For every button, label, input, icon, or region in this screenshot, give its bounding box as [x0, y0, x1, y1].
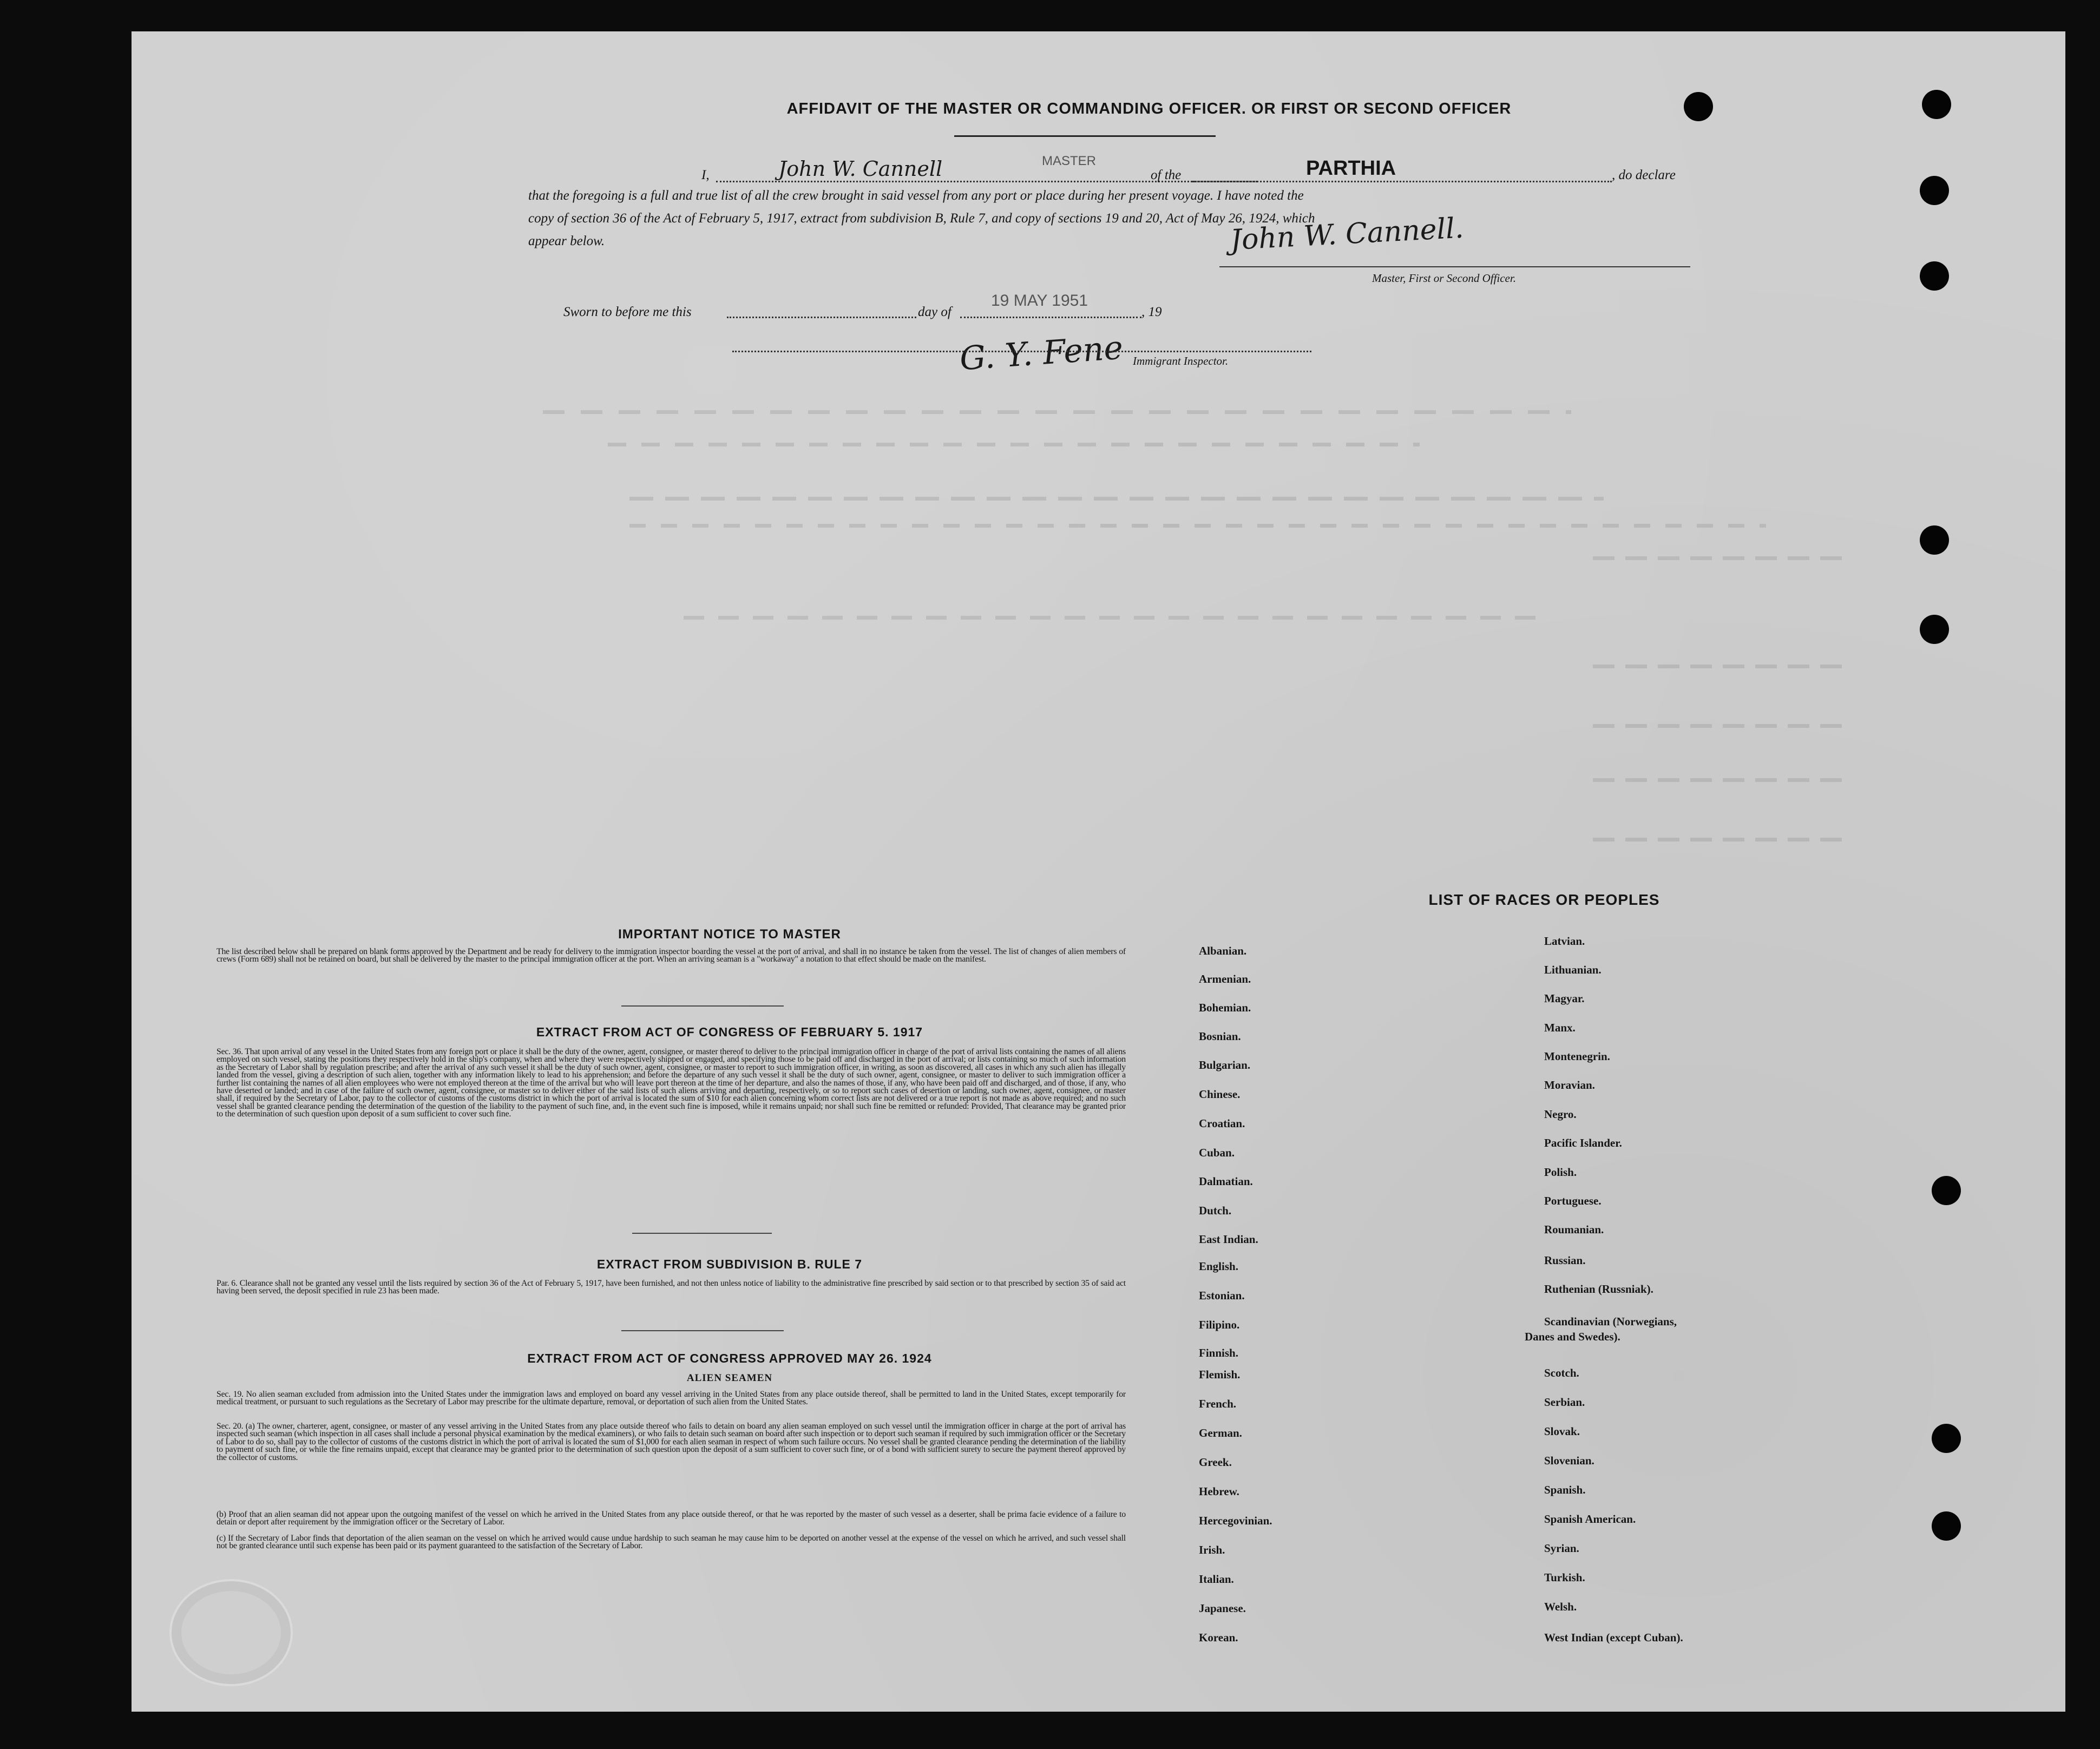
race-item: Polish.	[1544, 1166, 1577, 1179]
sworn-label: Sworn to before me this	[563, 305, 692, 319]
race-item: Korean.	[1199, 1631, 1238, 1644]
race-item: Bulgarian.	[1199, 1058, 1251, 1071]
do-declare-label: , do declare	[1612, 168, 1676, 182]
race-item: Scotch.	[1544, 1366, 1579, 1379]
race-item: Finnish.	[1199, 1346, 1238, 1359]
race-item: Manx.	[1544, 1021, 1576, 1034]
race-item: Armenian.	[1199, 972, 1251, 985]
notice-body: The list described below shall be prepared on blank forms approved by the Department and be ready for delivery to the immigration inspector boarding the vessel at the port of arrival, and shall in no instance be taken from the vessel. The list of changes of alien members of crews (Form 689) shall not be retained on board, but shall be delivered by the master to the principal immigration officer at the port. When an arriving seaman is a "workaway" a notation to that effect should be made on the manifest.	[216, 947, 1126, 964]
race-item: Russian.	[1544, 1254, 1586, 1267]
master-caption: Master, First or Second Officer.	[1372, 272, 1516, 285]
paragraph-6-text: Par. 6. Clearance shall not be granted any vessel until the lists required by section 36 of the Act of February 5, 1917, have been furnished, and not then unless notice of liability to the administrative fine prescribed by said section or to that prescribed by section 35 of said act having been served, the deposit specified in rule 23 has been made.	[216, 1279, 1126, 1296]
race-item: Welsh.	[1544, 1600, 1577, 1613]
punch-hole	[1932, 1424, 1961, 1453]
race-item: Scandinavian (Norwegians,	[1544, 1315, 1677, 1328]
race-item: Irish.	[1199, 1543, 1225, 1556]
vessel-blank	[1192, 181, 1612, 182]
punch-hole	[1920, 525, 1949, 555]
day-of-label: day of	[918, 305, 951, 319]
race-item: Roumanian.	[1544, 1223, 1604, 1236]
race-item: German.	[1199, 1426, 1242, 1439]
race-item: Dutch.	[1199, 1204, 1232, 1217]
punch-hole	[1932, 1511, 1961, 1541]
sworn-day-blank	[727, 317, 916, 318]
year-label: , 19	[1141, 305, 1162, 319]
race-item: Flemish.	[1199, 1368, 1241, 1381]
sworn-line	[563, 292, 1375, 332]
race-item: East Indian.	[1199, 1233, 1258, 1246]
vessel-name: PARTHIA	[1306, 157, 1396, 180]
affidavit-line-4: appear below.	[528, 234, 605, 248]
race-item: West Indian (except Cuban).	[1544, 1631, 1683, 1644]
punch-hole	[1920, 615, 1949, 644]
document-page	[132, 31, 2065, 1712]
inspector-line	[732, 351, 1311, 352]
race-item: Hercegovinian.	[1199, 1514, 1272, 1527]
race-item: Croatian.	[1199, 1117, 1245, 1130]
race-item: Spanish American.	[1544, 1513, 1636, 1526]
notice-title: IMPORTANT NOTICE TO MASTER	[618, 927, 841, 942]
race-item: Turkish.	[1544, 1571, 1585, 1584]
date-stamp: 19 MAY 1951	[991, 292, 1088, 310]
punch-hole	[1932, 1176, 1961, 1205]
race-item: Cuban.	[1199, 1146, 1235, 1159]
master-signature: John W. Cannell.	[1229, 212, 1465, 257]
affidavit-line-2: that the foregoing is a full and true list of all the crew brought in said vessel from any port or place during her present voyage. I have noted the	[528, 188, 1304, 203]
race-item: Lithuanian.	[1544, 963, 1602, 976]
master-name-handwritten: John W. Cannell	[778, 157, 943, 181]
race-item: Slovenian.	[1544, 1454, 1594, 1467]
punch-hole	[1920, 261, 1949, 291]
section-19-text: Sec. 19. No alien seaman excluded from admission into the United States under the immigration laws and employed on board any vessel arriving in the United States from any place outside thereof, shall be permitted to land in the United States, except temporarily for medical treatment, or pursuant to such regulations as the Secretary of Labor may prescribe for the ultimate departure, removal, or deportation of such alien from the United States.	[216, 1390, 1126, 1407]
rank-stamp: MASTER	[1042, 154, 1097, 168]
section-20a-text: Sec. 20. (a) The owner, charterer, agent, consignee, or master of any vessel arriving in the United States from any place outside thereof who fails to detain on board any alien seaman employed on such vessel until the immigration officer in charge at the port of arrival has inspected such seaman (which inspection in all cases shall include a personal physical examination by the medical examiners), or who fails to detain such seaman on board after such inspection or to deport such seaman if required by such immigration officer or the Secretary of Labor to do so, shall pay to the collector of customs of the customs district in which the port of arrival is located the sum of $1,000 for each alien seaman in respect of whom such failure occurs. No vessel shall be granted clearance pending the determination of the liability to payment of such fine, or while the fine remains unpaid, except that clearance may be granted prior to the determination of such question upon the deposit of a sum sufficient to cover such fine, or of a bond with sufficient surety to secure the payment thereof approved by the collector of customs.	[216, 1422, 1126, 1462]
embossed-seal	[169, 1579, 293, 1686]
section-20b-text: (b) Proof that an alien seaman did not appear upon the outgoing manifest of the vessel on which he arrived in the United States from any place outside thereof, or that he was reported by the master of such vessel as a deserter, shall be prima facie evidence of a failure to detain or deport after requirement by the immigration officer or the Secretary of Labor.	[216, 1510, 1126, 1527]
inspector-signature: G. Y. Fene	[958, 328, 1125, 378]
bleed-through	[402, 378, 1918, 919]
race-item: English.	[1199, 1260, 1238, 1273]
race-item: Spanish.	[1544, 1483, 1586, 1496]
race-item: Hebrew.	[1199, 1485, 1239, 1498]
punch-hole	[1920, 176, 1949, 205]
race-item: Slovak.	[1544, 1425, 1580, 1438]
section-20c-text: (c) If the Secretary of Labor finds that deportation of the alien seaman on the vessel on which he arrived would cause undue hardship to such seaman he may cause him to be deported on another vessel at the expense of the vessel on which he arrived, and such vessel shall not be granted clearance until such expense has been paid or its payment guaranteed to the satisfaction of the Secretary of Labor.	[216, 1534, 1126, 1551]
affidavit-line-3: copy of section 36 of the Act of February 5, 1917, extract from subdivision B, Rule 7, and copy of sections 19 and 20, Act of May 26, 1924, which	[528, 211, 1315, 226]
race-item: Dalmatian.	[1199, 1175, 1253, 1188]
race-item: Japanese.	[1199, 1602, 1246, 1615]
race-item: Italian.	[1199, 1573, 1234, 1586]
race-item: Montenegrin.	[1544, 1050, 1610, 1063]
race-item: Filipino.	[1199, 1318, 1240, 1331]
race-item: Portuguese.	[1544, 1194, 1602, 1207]
divider-rule	[621, 1330, 784, 1331]
divider-rule	[621, 1005, 784, 1007]
signature-line	[1219, 266, 1690, 267]
races-title: LIST OF RACES OR PEOPLES	[1428, 891, 1660, 908]
race-item: Ruthenian (Russniak).	[1544, 1283, 1653, 1296]
section-36-text: Sec. 36. That upon arrival of any vessel in the United States from any foreign port or place it shall be the duty of the owner, agent, consignee, or master thereof to deliver to the principal immigration officer in charge of the port of arrival lists containing the names of all aliens employed on such vessel, stating the positions they respectively hold in the ship's company, when and where they were respectively shipped or engaged, and specifying those to be paid off and discharged in the port of arrival; or lists containing so much of such information as the Secretary of Labor shall by regulation prescribe; and after the arrival of any such vessel it shall be the duty of such owner, agent, consignee, or master to report to such immigration officer, in writing, as soon as discovered, all cases in which any such alien has illegally landed from the vessel, giving a description of such alien, together with any information likely to lead to his apprehension; and before the departure of any such vessel it shall be the duty of such owner, agent, consignee, or master to deliver to such immigration officer a further list containing the names of all alien employees who were not employed thereon at the time of the arrival but who will leave port thereon at the time of her departure, and also the names of those, if any, who have been paid off and discharged, and of those, if any, who have deserted or landed; and in case of the failure of such owner, agent, consignee, or master so to deliver either of the said lists of such aliens arriving and departing, respectively, or so to report such cases of desertion or landing, such owner, agent, consignee, or master shall, if required by the Secretary of Labor, pay to the collector of customs of the customs district in which the port of arrival is located the sum of $10 for each alien concerning whom correct lists are not delivered or a true report is not made as above required; and no such vessel shall be granted clearance pending the determination of the question of the liability to the payment of such fine, and, in the event such fine is imposed, while it remains unpaid; nor shall such fine be remitted or refunded: Provided, That clearance may be granted prior to the determination of such question upon deposit of a sum sufficient to cover such fine.	[216, 1047, 1126, 1119]
inspector-caption: Immigrant Inspector.	[1133, 354, 1229, 367]
race-item: Negro.	[1544, 1108, 1577, 1121]
race-item: Syrian.	[1544, 1542, 1579, 1555]
race-item: Albanian.	[1199, 944, 1247, 957]
extract-1917-title: EXTRACT FROM ACT OF CONGRESS OF FEBRUARY 5. 1917	[536, 1025, 923, 1039]
alien-seamen-subtitle: ALIEN SEAMEN	[686, 1372, 773, 1384]
of-the-label: of the	[1151, 168, 1182, 182]
race-item: Chinese.	[1199, 1088, 1241, 1101]
race-item: Pacific Islander.	[1544, 1136, 1622, 1149]
race-item: Moravian.	[1544, 1079, 1595, 1092]
race-item: Greek.	[1199, 1456, 1232, 1469]
race-item: Estonian.	[1199, 1289, 1245, 1302]
affidavit-line-1	[532, 154, 1688, 184]
extract-rule7-title: EXTRACT FROM SUBDIVISION B. RULE 7	[596, 1257, 863, 1271]
race-item: Bohemian.	[1199, 1001, 1251, 1014]
extract-1924-title: EXTRACT FROM ACT OF CONGRESS APPROVED MAY 26. 1924	[527, 1351, 932, 1365]
race-item: Bosnian.	[1199, 1030, 1241, 1043]
race-item: Latvian.	[1544, 935, 1585, 948]
punch-hole	[1922, 90, 1951, 119]
race-item: French.	[1199, 1397, 1237, 1410]
affidavit-title: AFFIDAVIT OF THE MASTER OR COMMANDING OFFICER. OR FIRST OR SECOND OFFICER	[786, 100, 1512, 117]
title-rule	[954, 135, 1216, 137]
i-label: I,	[701, 168, 710, 182]
divider-rule	[632, 1233, 772, 1234]
race-item: Magyar.	[1544, 992, 1585, 1005]
race-item: Serbian.	[1544, 1396, 1585, 1409]
race-item: Danes and Swedes).	[1525, 1330, 1620, 1343]
sworn-month-blank	[960, 317, 1141, 318]
